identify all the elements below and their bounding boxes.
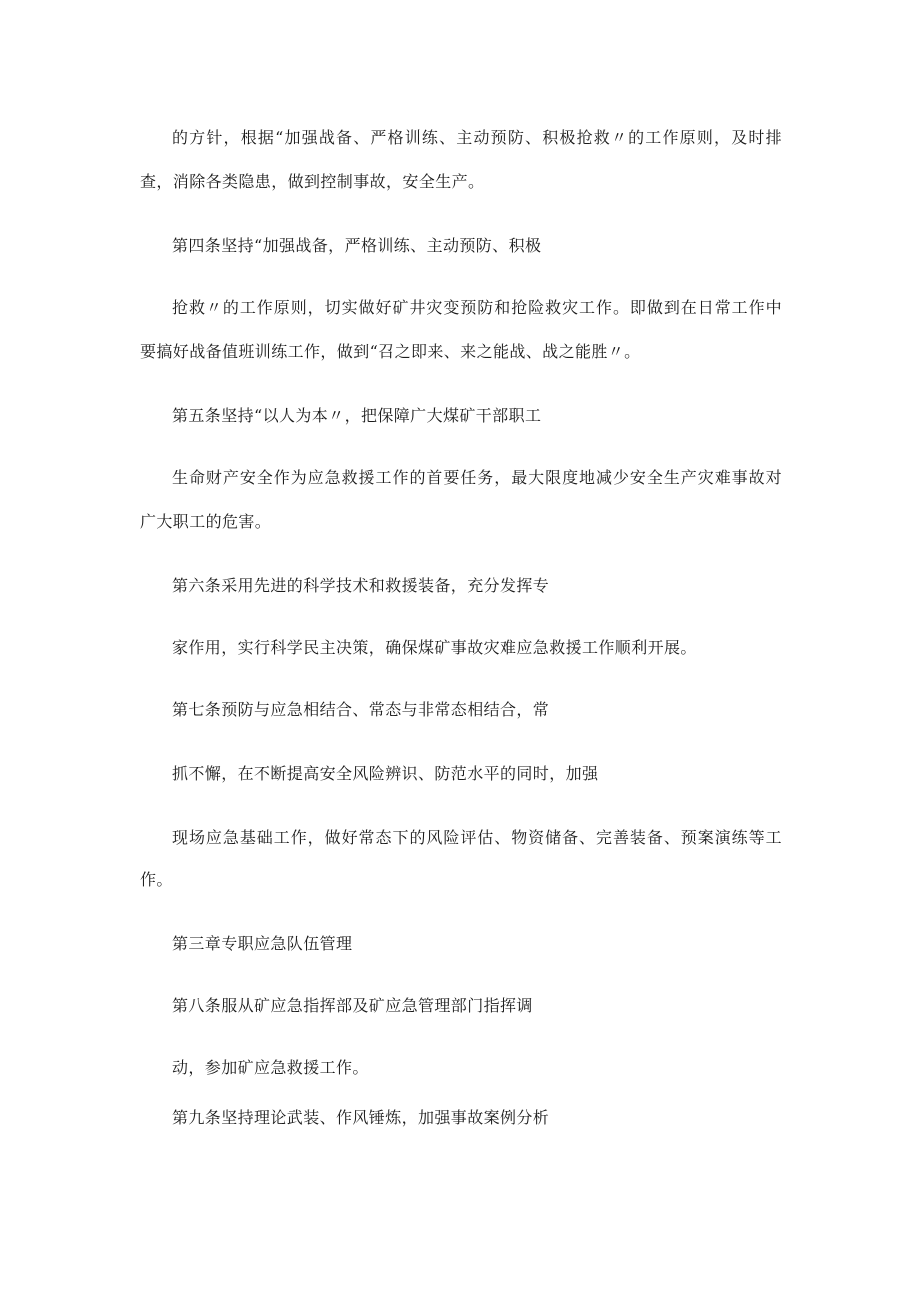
article-5-heading: 第五条坚持“以人为本〃，把保障广大煤矿干部职工: [172, 406, 542, 425]
text-line-14: 作。: [140, 870, 173, 889]
text-line-5: 要搞好战备值班训练工作，做到“召之即来、来之能战、战之能胜〃。: [140, 342, 641, 361]
text-line-17: 动，参加矿应急救援工作。: [172, 1058, 369, 1077]
article-6-heading: 第六条采用先进的科学技术和救援装备，充分发挥专: [172, 576, 550, 595]
text-line-10: 家作用，实行科学民主决策，确保煤矿事故灾难应急救援工作顺利开展。: [172, 638, 697, 657]
chapter-3-heading: 第三章专职应急队伍管理: [172, 934, 353, 953]
article-9-heading: 第九条坚持理论武装、作风锤炼，加强事故案例分析: [172, 1108, 550, 1127]
text-line-2: 查，消除各类隐患，做到控制事故，安全生产。: [140, 172, 485, 191]
article-7-heading: 第七条预防与应急相结合、常态与非常态相结合，常: [172, 700, 550, 719]
text-line-8: 广大职工的危害。: [140, 512, 272, 531]
text-line-4: 抢救〃的工作原则，切实做好矿井灾变预防和抢险救灾工作。即做到在日常工作中: [172, 298, 782, 317]
text-line-7: 生命财产安全作为应急救援工作的首要任务，最大限度地减少安全生产灾难事故对: [172, 468, 782, 487]
article-8-heading: 第八条服从矿应急指挥部及矿应急管理部门指挥调: [172, 996, 533, 1015]
text-line-13: 现场应急基础工作，做好常态下的风险评估、物资储备、完善装备、预案演练等工: [172, 828, 782, 847]
article-4-heading: 第四条坚持“加强战备，严格训练、主动预防、积极: [172, 236, 542, 255]
text-line-1: 的方针，根据“加强战备、严格训练、主动预防、积极抢救〃的工作原则，及时排: [172, 128, 782, 147]
text-line-12: 抓不懈，在不断提高安全风险辨识、防范水平的同时，加强: [172, 764, 599, 783]
